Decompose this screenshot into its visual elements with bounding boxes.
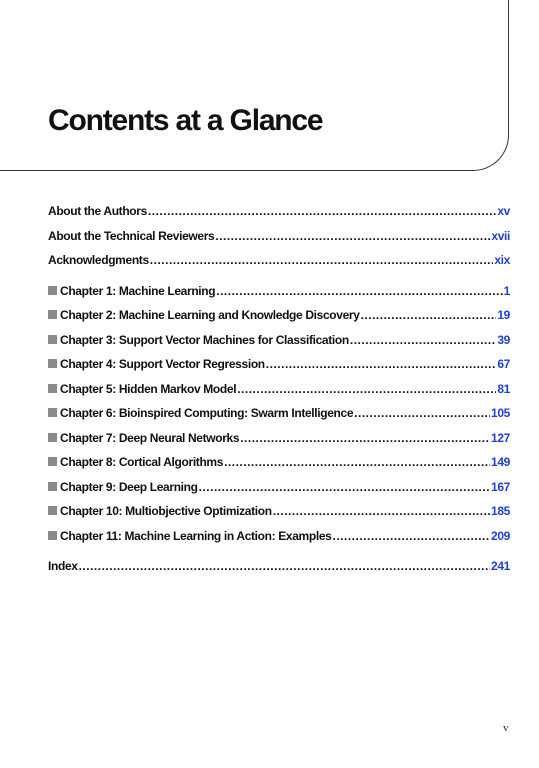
- square-bullet-icon: [48, 433, 57, 442]
- leader-dots: [199, 480, 490, 494]
- toc-page-link[interactable]: 39: [497, 332, 510, 347]
- square-bullet-icon: [48, 408, 57, 417]
- leader-dots: [224, 455, 490, 469]
- leader-dots: [215, 229, 490, 243]
- page-number: v: [503, 722, 509, 734]
- toc-entry-label: Chapter 8: Cortical Algorithms: [60, 455, 224, 469]
- toc-entry-technical-reviewers[interactable]: [48, 229, 510, 254]
- leader-dots: [240, 431, 490, 445]
- toc-entry-chapter-1[interactable]: [48, 284, 510, 309]
- page-title: Contents at a Glance: [48, 104, 323, 137]
- toc-page-link[interactable]: xv: [497, 204, 510, 218]
- toc-entry-chapter-5[interactable]: [48, 382, 510, 407]
- toc-entry-chapter-2[interactable]: [48, 308, 510, 333]
- leader-dots: [350, 333, 496, 347]
- leader-dots: [237, 382, 496, 396]
- toc-entry-chapter-9[interactable]: [48, 480, 510, 505]
- toc-page-link[interactable]: 105: [491, 406, 510, 420]
- toc-entry-label: Chapter 4: Support Vector Regression: [60, 357, 265, 371]
- square-bullet-icon: [48, 286, 57, 295]
- toc-page-link[interactable]: 167: [491, 479, 510, 494]
- square-bullet-icon: [48, 335, 57, 344]
- toc-page-link[interactable]: 19: [497, 308, 510, 322]
- leader-dots: [216, 284, 502, 298]
- leader-dots: [333, 529, 491, 543]
- square-bullet-icon: [48, 506, 57, 515]
- leader-dots: [266, 357, 497, 371]
- toc-entry-about-authors[interactable]: [48, 204, 510, 229]
- leader-dots: [79, 559, 490, 573]
- toc-entry-label: About the Authors: [48, 204, 147, 218]
- leader-dots: [150, 253, 494, 267]
- toc-entry-label: Acknowledgments: [48, 253, 149, 267]
- toc-entry-label: Index: [48, 559, 78, 573]
- table-of-contents: [48, 204, 510, 584]
- square-bullet-icon: [48, 359, 57, 368]
- square-bullet-icon: [48, 457, 57, 466]
- toc-entry-label: Chapter 6: Bioinspired Computing: Swarm Intelligence: [60, 406, 354, 420]
- toc-page-link[interactable]: 241: [491, 559, 510, 573]
- toc-entry-chapter-10[interactable]: [48, 504, 510, 529]
- leader-dots: [148, 204, 496, 218]
- toc-entry-label: Chapter 2: Machine Learning and Knowledge Discovery: [60, 308, 360, 322]
- leader-dots: [354, 406, 490, 420]
- toc-page-link[interactable]: 1: [503, 283, 510, 298]
- toc-page-link[interactable]: 185: [491, 504, 510, 518]
- square-bullet-icon: [48, 310, 57, 319]
- toc-page-link[interactable]: xix: [494, 253, 510, 267]
- toc-entry-label: About the Technical Reviewers: [48, 228, 215, 243]
- toc-entry-label: Chapter 3: Support Vector Machines for Classification: [60, 332, 349, 347]
- toc-page-link[interactable]: 67: [497, 357, 510, 371]
- toc-entry-chapter-11[interactable]: [48, 529, 510, 554]
- toc-entry-label: Chapter 10: Multiobjective Optimization: [60, 504, 272, 518]
- square-bullet-icon: [48, 482, 57, 491]
- toc-entry-chapter-6[interactable]: [48, 406, 510, 431]
- toc-entry-label: Chapter 9: Deep Learning: [60, 479, 198, 494]
- toc-entry-label: Chapter 7: Deep Neural Networks: [60, 430, 240, 445]
- toc-entry-chapter-4[interactable]: [48, 357, 510, 382]
- toc-entry-chapter-8[interactable]: [48, 455, 510, 480]
- toc-entry-chapter-3[interactable]: [48, 333, 510, 358]
- toc-page-link[interactable]: 149: [491, 455, 510, 469]
- toc-page-link[interactable]: 81: [497, 381, 510, 396]
- toc-page-link[interactable]: 209: [491, 528, 510, 543]
- toc-entry-acknowledgments[interactable]: [48, 253, 510, 278]
- square-bullet-icon: [48, 531, 57, 540]
- toc-entry-label: Chapter 1: Machine Learning: [60, 283, 216, 298]
- header-frame: [0, 0, 509, 171]
- toc-entry-label: Chapter 5: Hidden Markov Model: [60, 381, 237, 396]
- toc-entry-chapter-7[interactable]: [48, 431, 510, 456]
- square-bullet-icon: [48, 384, 57, 393]
- leader-dots: [361, 308, 497, 322]
- toc-page-link[interactable]: xvii: [491, 228, 510, 243]
- toc-entry-index[interactable]: [48, 559, 510, 584]
- toc-page-link[interactable]: 127: [491, 430, 510, 445]
- leader-dots: [273, 504, 490, 518]
- toc-entry-label: Chapter 11: Machine Learning in Action: Examples: [60, 528, 332, 543]
